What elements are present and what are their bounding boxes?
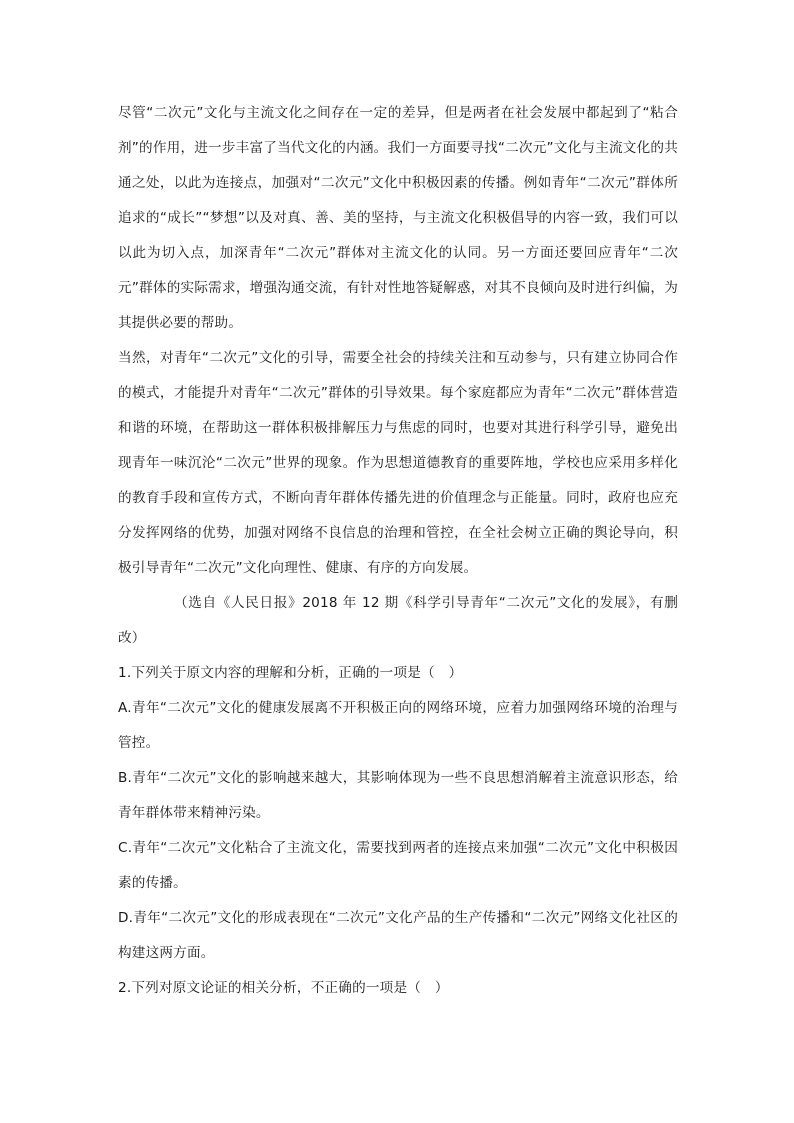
document-page [118, 96, 678, 1006]
question-stem: 2.下列对原文论证的相关分析，不正确的一项是（ ） [118, 980, 449, 996]
question-stem: 1.下列关于原文内容的理解和分析，正确的一项是（ ） [118, 665, 463, 681]
body-paragraph: 当然，对青年“二次元”文化的引导，需要全社会的持续关注和互动参与，只有建立协同合作的模式，才能提升对青年“二次元”群体的引导效果。每个家庭都应为青年“二次元”群体营造和谐的环境，在帮助这一群体积极排解压力与焦虑的同时，也要对其进行科学引导，避免出现青年一味沉沦“二次元”世界的现象。作为思想道德教育的重要阵地，学校也应采用多样化的教育手段和宣传方式，不断向青年群体传播先进的价值理念与正能量。同时，政府也应充分发挥网络的优势，加强对网络不良信息的治理和管控，在全社会树立正确的舆论导向，积极引导青年“二次元”文化向理性、健康、有序的方向发展。 [118, 350, 678, 576]
source-citation: （选自《人民日报》2018 年 12 期《科学引导青年“二次元”文化的发展》，有删改） [118, 595, 678, 646]
body-paragraph: 尽管“二次元”文化与主流文化之间存在一定的差异，但是两者在社会发展中都起到了“粘合剂”的作用，进一步丰富了当代文化的内涵。我们一方面要寻找“二次元”文化与主流文化的共通之处，以此为连接点，加强对“二次元”文化中积极因素的传播。例如青年“二次元”群体所追求的“成长”“梦想”以及对真、善、美的坚持，与主流文化积极倡导的内容一致，我们可以以此为切入点，加深青年“二次元”群体对主流文化的认同。另一方面还要回应青年“二次元”群体的实际需求，增强沟通交流，有针对性地答疑解惑，对其不良倾向及时进行纠偏，为其提供必要的帮助。 [118, 105, 678, 331]
question-option-d: D.青年“二次元”文化的形成表现在“二次元”文化产品的生产传播和“二次元”网络文化社区的构建这两方面。 [118, 910, 678, 961]
question-option-b: B.青年“二次元”文化的影响越来越大，其影响体现为一些不良思想消解着主流意识形态，给青年群体带来精神污染。 [118, 770, 678, 821]
question-option-c: C.青年“二次元”文化粘合了主流文化，需要找到两者的连接点来加强“二次元”文化中积极因素的传播。 [118, 840, 678, 891]
question-option-a: A.青年“二次元”文化的健康发展离不开积极正向的网络环境，应着力加强网络环境的治理与管控。 [118, 700, 678, 751]
